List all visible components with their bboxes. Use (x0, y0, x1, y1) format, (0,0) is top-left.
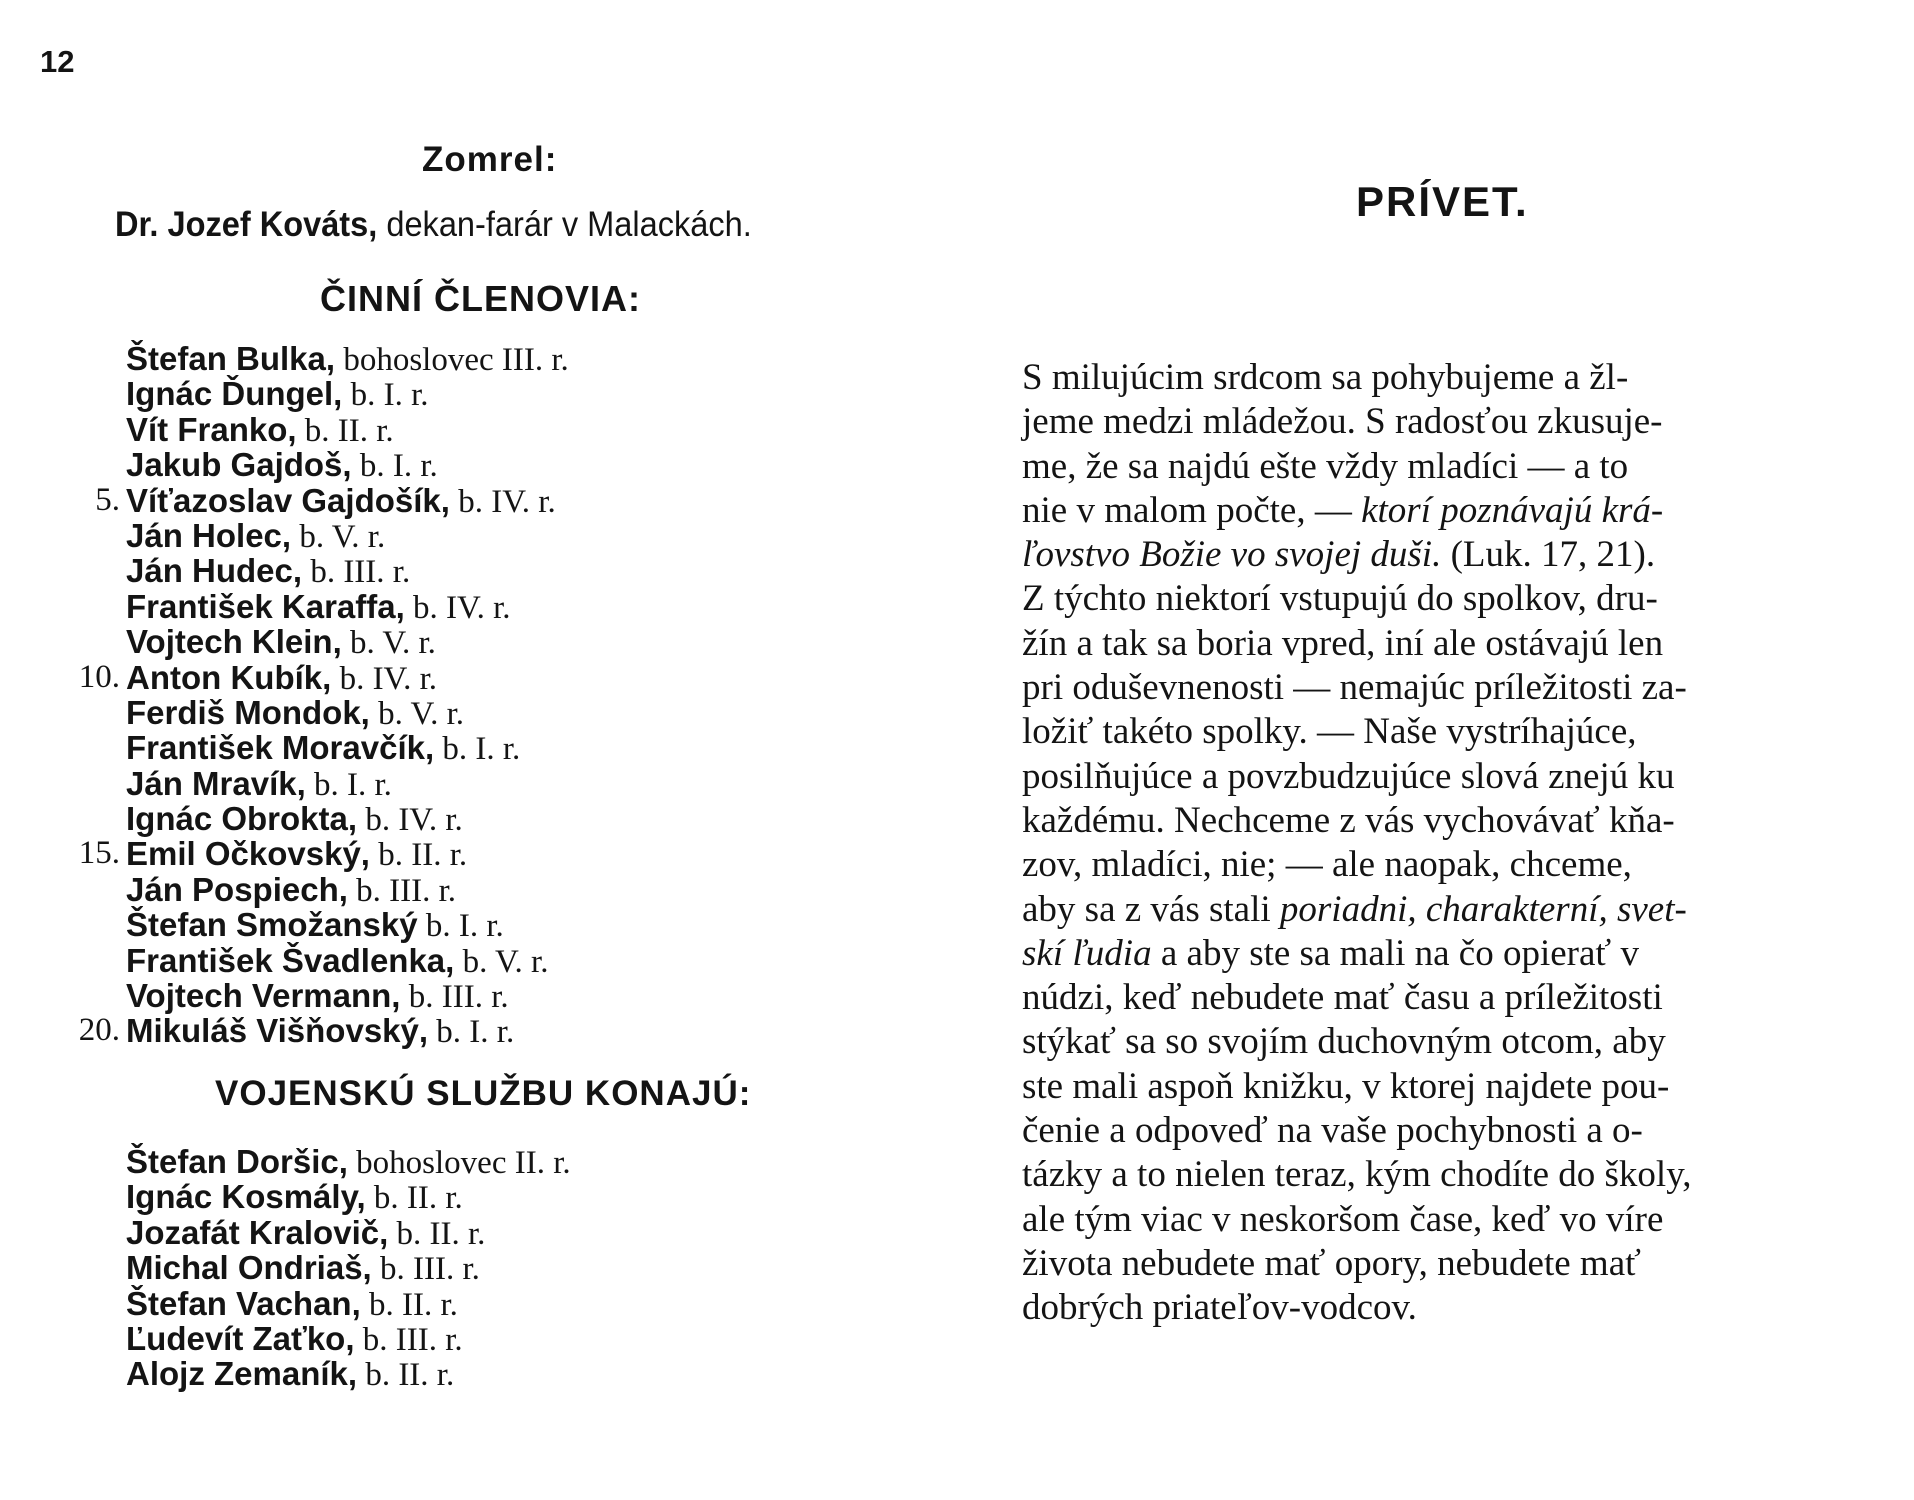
member-info: b. I. r. (417, 908, 504, 945)
deceased-role: dekan-farár v Malackách. (377, 205, 752, 244)
member-info: b. I. r. (305, 766, 392, 803)
list-item (0, 695, 569, 730)
text-segment: aby sa z vás stali (1022, 888, 1280, 930)
text-line (1022, 843, 1872, 887)
greeting-body (1022, 356, 1872, 1331)
member-name: Štefan Bulka, (126, 340, 336, 377)
deceased-entry (115, 205, 752, 245)
member-name: Štefan Doršic, (126, 1143, 348, 1180)
list-item (0, 623, 569, 662)
member-name: Anton Kubík, (126, 658, 332, 696)
member-info: b. V. r. (369, 695, 464, 732)
member-info: b. I. r. (428, 1014, 515, 1051)
text-line (1022, 1198, 1872, 1242)
deceased-heading: Zomrel: (422, 140, 558, 179)
text-segment: ložiť takéto spolky. — Naše vystríhajúce, (1022, 711, 1637, 753)
member-info: b. I. r. (342, 377, 429, 414)
list-item (0, 375, 569, 414)
text-segment: núdzi, keď nebudete mať času a príležitosti (1022, 977, 1663, 1019)
member-name: Jakub Gajdoš, (126, 446, 352, 484)
list-item (0, 1286, 571, 1321)
member-name: František Karaffa, (126, 587, 405, 625)
list-item-number: 15. (78, 835, 120, 872)
member-info: b. II. r. (357, 1357, 455, 1394)
military-service-heading: VOJENSKÚ SLUŽBU KONAJÚ: (215, 1074, 752, 1113)
text-line (1022, 1065, 1872, 1109)
list-item (0, 412, 569, 447)
text-segment: (Luk. 17, 21). (1441, 534, 1656, 576)
member-name: Ignác Obrokta, (126, 800, 358, 838)
member-info: b. IV. r. (449, 483, 556, 520)
member-info: b. IV. r. (404, 589, 511, 626)
member-info: b. I. r. (351, 448, 438, 485)
list-item (0, 906, 569, 945)
text-segment: stýkať sa so svojím duchovným otcom, aby (1022, 1021, 1666, 1063)
member-info: b. IV. r. (331, 660, 438, 697)
text-line (1022, 1242, 1872, 1286)
text-segment: každému. Nechceme z vás vychovávať kňa- (1022, 799, 1675, 841)
member-info: b. III. r. (302, 554, 411, 591)
member-name: Alojz Zemaník, (126, 1355, 358, 1393)
member-name: Ján Holec, (126, 516, 292, 554)
list-item (0, 872, 569, 907)
member-info: b. III. r. (371, 1251, 480, 1288)
text-line (1022, 799, 1872, 843)
member-name: František Švadlenka, (126, 941, 455, 979)
member-name: Jozafát Kralovič, (126, 1213, 389, 1251)
list-item (0, 766, 569, 801)
active-members-list (0, 341, 569, 1049)
member-info: b. II. r. (296, 412, 394, 449)
member-name: Emil Očkovský, (126, 835, 370, 873)
list-item (0, 589, 569, 624)
member-name: Vojtech Klein, (126, 623, 342, 661)
text-segment: nie v malom počte, — (1022, 489, 1362, 531)
text-segment: čenie a odpoveď na vaše pochybnosti a o- (1022, 1110, 1643, 1152)
text-line (1022, 400, 1872, 444)
text-line (1022, 622, 1872, 666)
member-name: Ján Mravík, (126, 764, 306, 802)
member-name: Ján Hudec, (126, 552, 303, 590)
list-item (0, 729, 569, 768)
member-name: František Moravčík, (126, 729, 435, 767)
text-segment: a aby ste sa mali na čo opierať v (1151, 932, 1639, 974)
member-info: b. III. r. (400, 979, 509, 1016)
list-item-number: 10. (78, 658, 120, 695)
member-info: b. II. r. (388, 1215, 486, 1252)
list-item (0, 1012, 569, 1051)
member-name: Mikuláš Višňovský, (126, 1012, 429, 1050)
deceased-name: Dr. Jozef Kováts, (115, 205, 378, 244)
list-item (0, 446, 569, 485)
text-segment: jeme medzi mládežou. S radosťou zkusuje- (1022, 401, 1663, 443)
member-info: bohoslovec II. r. (347, 1145, 571, 1181)
member-name: Ľudevít Zaťko, (126, 1319, 355, 1357)
list-item (0, 483, 569, 518)
text-line (1022, 1153, 1872, 1197)
list-item (0, 1355, 571, 1394)
member-info: b. IV. r. (357, 802, 463, 839)
military-service-list (0, 1144, 571, 1392)
text-segment: tázky a to nielen teraz, kým chodíte do školy, (1022, 1154, 1692, 1196)
list-item (0, 660, 569, 695)
list-item (0, 977, 569, 1016)
text-line (1022, 666, 1872, 710)
list-item (0, 1144, 571, 1179)
text-segment: posilňujúce a povzbudzujúce slová znejú ku (1022, 755, 1675, 797)
greeting-title: PRÍVET. (1356, 178, 1529, 225)
list-item (0, 1249, 571, 1288)
member-name: Vojtech Vermann, (126, 977, 401, 1015)
list-item (0, 518, 569, 553)
text-line (1022, 710, 1872, 754)
list-item (0, 341, 569, 376)
text-segment: pri oduševnenosti — nemajúc príležitosti za- (1022, 667, 1687, 709)
member-name: Vít Franko, (126, 410, 297, 448)
text-segment: zov, mladíci, nie; — ale naopak, chceme, (1022, 844, 1632, 886)
text-segment: me, že sa najdú ešte vždy mladíci — a to (1022, 445, 1629, 487)
italic-text: ktorí poznávajú krá- (1361, 489, 1664, 531)
page-number: 12 (40, 44, 75, 79)
italic-text: ľovstvo Božie vo svojej duši. (1022, 534, 1442, 576)
list-item (0, 552, 569, 591)
text-segment: ste mali aspoň knižku, v ktorej najdete pou- (1022, 1065, 1670, 1107)
text-line (1022, 533, 1872, 577)
text-segment: dobrých priateľov-vodcov. (1022, 1287, 1417, 1329)
text-line (1022, 1020, 1872, 1064)
text-line (1022, 976, 1872, 1020)
text-line (1022, 932, 1872, 976)
member-name: Ignác Ďungel, (126, 375, 343, 413)
list-item-number: 20. (78, 1012, 120, 1049)
member-name: Ignác Kosmály, (126, 1178, 366, 1216)
text-segment: života nebudete mať opory, nebudete mať (1022, 1242, 1641, 1284)
text-line (1022, 489, 1872, 533)
italic-text: skí ľudia (1022, 932, 1152, 974)
list-item (0, 835, 569, 874)
text-line (1022, 1109, 1872, 1153)
member-info: b. III. r. (347, 872, 457, 909)
text-line (1022, 577, 1872, 621)
text-line (1022, 445, 1872, 489)
list-item-number: 5. (95, 481, 120, 518)
member-info: b. V. r. (454, 943, 549, 980)
text-line (1022, 888, 1872, 932)
member-name: Víťazoslav Gajdošík, (126, 481, 450, 519)
list-item (0, 1215, 571, 1250)
member-info: b. II. r. (360, 1286, 458, 1323)
text-segment: Z týchto niektorí vstupujú do spolkov, dru- (1022, 578, 1658, 620)
member-info: b. II. r. (365, 1180, 463, 1217)
member-info: bohoslovec III. r. (335, 342, 569, 378)
member-info: b. V. r. (341, 625, 436, 662)
text-line (1022, 755, 1872, 799)
list-item (0, 943, 569, 978)
member-info: b. I. r. (434, 731, 521, 768)
list-item (0, 1178, 571, 1217)
text-line (1022, 1286, 1872, 1330)
active-members-heading: ČINNÍ ČLENOVIA: (320, 278, 641, 319)
member-name: Michal Ondriaš, (126, 1249, 372, 1287)
text-segment: ale tým viac v neskoršom čase, keď vo víre (1022, 1198, 1664, 1240)
member-info: b. V. r. (291, 518, 386, 555)
list-item (0, 1321, 571, 1356)
text-segment: S milujúcim srdcom sa pohybujeme a žl- (1022, 357, 1629, 398)
text-line (1022, 356, 1872, 400)
member-name: Ján Pospiech, (126, 870, 348, 908)
member-info: b. III. r. (354, 1321, 463, 1358)
list-item (0, 800, 569, 839)
text-segment: žín a tak sa boria vpred, iní ale ostávajú len (1022, 622, 1664, 664)
member-name: Štefan Smožanský (126, 906, 418, 944)
member-info: b. II. r. (369, 837, 468, 874)
italic-text: poriadni, charakterní, svet- (1279, 888, 1687, 930)
member-name: Štefan Vachan, (126, 1284, 361, 1322)
member-name: Ferdiš Mondok, (126, 693, 370, 731)
